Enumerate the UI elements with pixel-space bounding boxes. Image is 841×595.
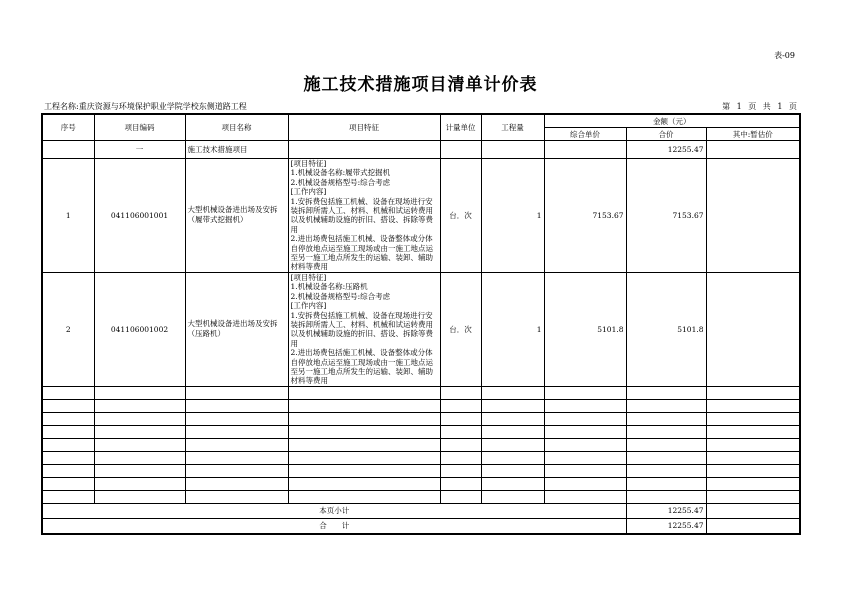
empty-cell bbox=[94, 477, 185, 490]
section-empty bbox=[481, 141, 544, 159]
empty-cell bbox=[440, 477, 481, 490]
table-row bbox=[42, 272, 800, 386]
empty-cell bbox=[626, 477, 706, 490]
project-name-line bbox=[44, 101, 247, 112]
item-unit-price: 5101.8 bbox=[544, 272, 626, 386]
empty-cell bbox=[706, 399, 800, 412]
empty-cell bbox=[42, 399, 94, 412]
empty-cell bbox=[481, 490, 544, 503]
empty-cell bbox=[185, 464, 288, 477]
empty-cell bbox=[42, 425, 94, 438]
empty-cell bbox=[185, 490, 288, 503]
item-total: 5101.8 bbox=[626, 272, 706, 386]
empty-cell bbox=[288, 451, 440, 464]
empty-row bbox=[42, 399, 800, 412]
empty-cell bbox=[706, 412, 800, 425]
empty-cell bbox=[706, 464, 800, 477]
empty-cell bbox=[94, 438, 185, 451]
empty-cell bbox=[440, 464, 481, 477]
empty-cell bbox=[481, 412, 544, 425]
header-name: 项目名称 bbox=[185, 114, 288, 141]
empty-row bbox=[42, 451, 800, 464]
empty-cell bbox=[440, 490, 481, 503]
empty-cell bbox=[185, 386, 288, 399]
item-feature: [项目特征] 1.机械设备名称:履带式挖掘机 2.机械设备规格型号:综合考虑 [工作内容] 1.安拆费包括施工机械、设备在现场进行安装拆卸所需人工、材料、机械和试运转费用以及机械辅助设施的折旧、搭设、拆除等费用 2.进出场费包括施工机械、设备整体或分体自停放地点运至施工现场或由一施工地点运至另一施工地点所发生的运输、装卸、辅助材料等费用 bbox=[288, 159, 440, 273]
item-name: 大型机械设备进出场及安拆（履带式挖掘机） bbox=[185, 159, 288, 273]
empty-cell bbox=[544, 451, 626, 464]
header-qty: 工程量 bbox=[481, 114, 544, 141]
header-total: 合价 bbox=[626, 128, 706, 141]
empty-cell bbox=[288, 477, 440, 490]
empty-cell bbox=[544, 477, 626, 490]
empty-cell bbox=[94, 464, 185, 477]
item-feature: [项目特征] 1.机械设备名称:压路机 2.机械设备规格型号:综合考虑 [工作内容] 1.安拆费包括施工机械、设备在现场进行安装拆卸所需人工、材料、机械和试运转费用以及机械辅助设施的折旧、搭设、拆除等费用 2.进出场费包括施工机械、设备整体或分体自停放地点运至施工现场或由一施工地点运至另一施工地点所发生的运输、装卸、辅助材料等费用 bbox=[288, 272, 440, 386]
item-unit-price: 7153.67 bbox=[544, 159, 626, 273]
empty-row bbox=[42, 464, 800, 477]
empty-cell bbox=[94, 399, 185, 412]
grand-total-row bbox=[42, 518, 800, 534]
page-subtotal-row bbox=[42, 503, 800, 518]
empty-cell bbox=[288, 386, 440, 399]
item-qty: 1 bbox=[481, 272, 544, 386]
empty-cell bbox=[94, 425, 185, 438]
page-title: 施工技术措施项目清单计价表 bbox=[303, 75, 538, 95]
empty-cell bbox=[440, 438, 481, 451]
header-seq: 序号 bbox=[42, 114, 94, 141]
empty-cell bbox=[706, 386, 800, 399]
header-code: 项目编码 bbox=[94, 114, 185, 141]
item-name: 大型机械设备进出场及安拆（压路机） bbox=[185, 272, 288, 386]
header-provisional: 其中:暂估价 bbox=[706, 128, 800, 141]
empty-row bbox=[42, 412, 800, 425]
empty-row bbox=[42, 490, 800, 503]
empty-cell bbox=[42, 490, 94, 503]
empty-cell bbox=[42, 386, 94, 399]
item-seq: 2 bbox=[42, 272, 94, 386]
empty-cell bbox=[481, 477, 544, 490]
empty-cell bbox=[42, 451, 94, 464]
empty-cell bbox=[185, 412, 288, 425]
empty-cell bbox=[626, 425, 706, 438]
empty-cell bbox=[544, 386, 626, 399]
empty-cell bbox=[481, 425, 544, 438]
empty-cell bbox=[440, 399, 481, 412]
section-empty bbox=[440, 141, 481, 159]
empty-cell bbox=[626, 464, 706, 477]
item-provisional bbox=[706, 159, 800, 273]
empty-cell bbox=[706, 451, 800, 464]
project-name: 重庆资源与环境保护职业学院学校东侧道路工程 bbox=[78, 102, 247, 111]
section-empty bbox=[706, 141, 800, 159]
empty-cell bbox=[288, 438, 440, 451]
header-feature: 项目特征 bbox=[288, 114, 440, 141]
empty-cell bbox=[626, 451, 706, 464]
empty-cell bbox=[544, 399, 626, 412]
header-row-1 bbox=[42, 114, 800, 128]
empty-cell bbox=[94, 386, 185, 399]
item-provisional bbox=[706, 272, 800, 386]
empty-cell bbox=[185, 399, 288, 412]
empty-cell bbox=[544, 490, 626, 503]
empty-cell bbox=[288, 412, 440, 425]
empty-cell bbox=[544, 425, 626, 438]
item-unit: 台．次 bbox=[440, 159, 481, 273]
grand-total-value: 12255.47 bbox=[626, 518, 706, 534]
section-empty bbox=[544, 141, 626, 159]
empty-cell bbox=[185, 477, 288, 490]
header-amount: 金额（元） bbox=[544, 114, 800, 128]
empty-cell bbox=[42, 412, 94, 425]
empty-cell bbox=[481, 464, 544, 477]
empty-cell bbox=[185, 451, 288, 464]
section-row bbox=[42, 141, 800, 159]
empty-cell bbox=[544, 464, 626, 477]
project-label: 工程名称: bbox=[44, 102, 79, 111]
section-seq-cell bbox=[42, 141, 94, 159]
empty-cell bbox=[481, 386, 544, 399]
empty-cell bbox=[626, 490, 706, 503]
empty-cell bbox=[544, 438, 626, 451]
empty-cell bbox=[626, 399, 706, 412]
empty-cell bbox=[440, 412, 481, 425]
section-seq: 一 bbox=[94, 141, 185, 159]
item-qty: 1 bbox=[481, 159, 544, 273]
bill-table bbox=[41, 113, 801, 535]
item-unit: 台．次 bbox=[440, 272, 481, 386]
table-row bbox=[42, 159, 800, 273]
empty-cell bbox=[626, 386, 706, 399]
empty-row bbox=[42, 438, 800, 451]
section-empty bbox=[288, 141, 440, 159]
empty-row bbox=[42, 386, 800, 399]
empty-cell bbox=[42, 438, 94, 451]
empty-cell bbox=[626, 438, 706, 451]
empty-cell bbox=[185, 438, 288, 451]
empty-cell bbox=[288, 399, 440, 412]
page-subtotal-value: 12255.47 bbox=[626, 503, 706, 518]
item-code: 041106001001 bbox=[94, 159, 185, 273]
section-total: 12255.47 bbox=[626, 141, 706, 159]
section-name: 施工技术措施项目 bbox=[185, 141, 288, 159]
empty-cell bbox=[185, 425, 288, 438]
empty-cell bbox=[481, 438, 544, 451]
empty-cell bbox=[440, 425, 481, 438]
grand-total-label: 合 计 bbox=[42, 518, 626, 534]
page-subtotal-label: 本页小计 bbox=[42, 503, 626, 518]
empty-cell bbox=[288, 464, 440, 477]
header-unit-price: 综合单价 bbox=[544, 128, 626, 141]
empty-cell bbox=[94, 451, 185, 464]
page-subtotal-empty bbox=[706, 503, 800, 518]
item-total: 7153.67 bbox=[626, 159, 706, 273]
empty-cell bbox=[481, 451, 544, 464]
empty-cell bbox=[42, 477, 94, 490]
empty-cell bbox=[288, 490, 440, 503]
empty-cell bbox=[440, 386, 481, 399]
header-unit: 计量单位 bbox=[440, 114, 481, 141]
empty-row bbox=[42, 477, 800, 490]
grand-total-empty bbox=[706, 518, 800, 534]
empty-cell bbox=[94, 412, 185, 425]
empty-cell bbox=[94, 490, 185, 503]
empty-cell bbox=[481, 399, 544, 412]
empty-cell bbox=[626, 412, 706, 425]
empty-row bbox=[42, 425, 800, 438]
item-seq: 1 bbox=[42, 159, 94, 273]
empty-cell bbox=[42, 464, 94, 477]
empty-cell bbox=[706, 438, 800, 451]
page-indicator: 第 1 页 共 1 页 bbox=[722, 102, 797, 111]
empty-cell bbox=[706, 477, 800, 490]
empty-cell bbox=[706, 490, 800, 503]
empty-cell bbox=[544, 412, 626, 425]
form-code: 表-09 bbox=[774, 51, 795, 60]
item-code: 041106001002 bbox=[94, 272, 185, 386]
empty-cell bbox=[706, 425, 800, 438]
empty-cell bbox=[288, 425, 440, 438]
empty-cell bbox=[440, 451, 481, 464]
